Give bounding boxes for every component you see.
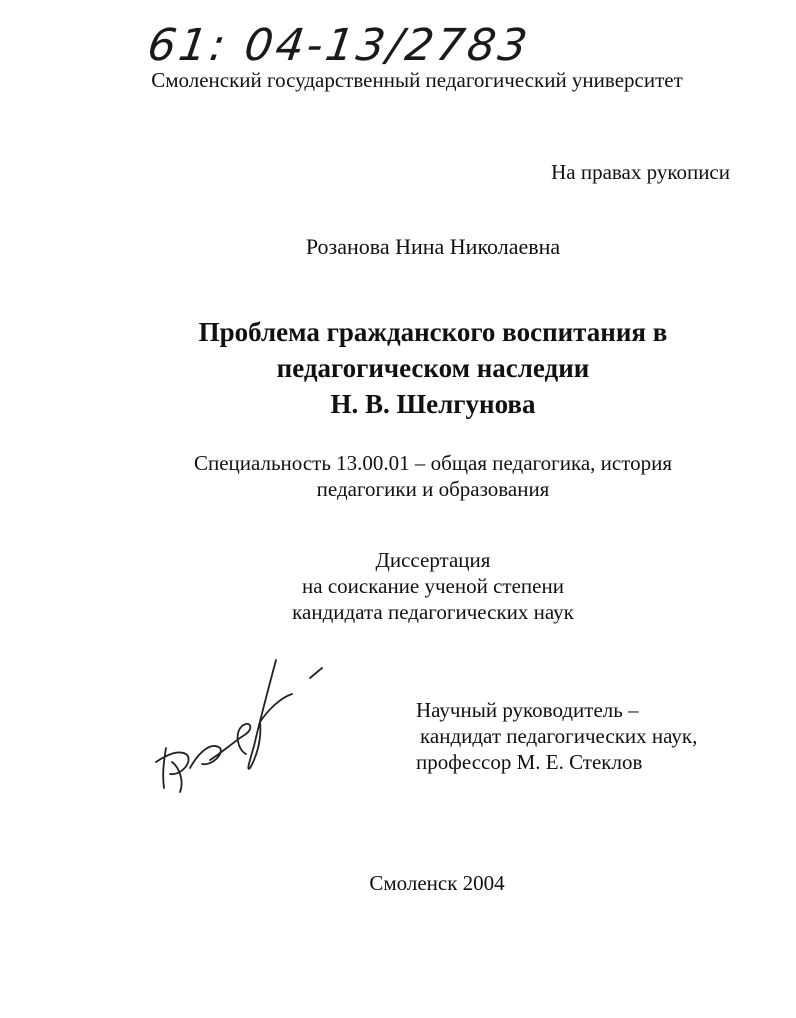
advisor-line-1: Научный руководитель – [416, 698, 639, 722]
specialty-block [0, 450, 796, 502]
dissertation-line-2: на соискание ученой степени [302, 574, 564, 598]
handwritten-catalog-number: 61: 04-13/2783 [144, 20, 534, 71]
university-name: Смоленский государственный педагогический университет [151, 68, 683, 92]
manuscript-rights-note: На правах рукописи [551, 160, 730, 184]
author-name: Розанова Нина Николаевна [305, 234, 561, 259]
dissertation-line-3: кандидата педагогических наук [292, 600, 574, 624]
specialty-line-2: педагогики и образования [316, 477, 550, 501]
advisor-block [416, 697, 697, 775]
advisor-line-2: кандидат педагогических наук, [420, 724, 698, 748]
handwritten-signature [150, 650, 350, 800]
title-line-2: педагогическом наследии [276, 353, 590, 383]
dissertation-title [0, 314, 796, 422]
dissertation-block [0, 547, 796, 625]
specialty-line-1: Специальность 13.00.01 – общая педагогика, история [193, 451, 673, 475]
advisor-line-3: профессор М. Е. Стеклов [416, 750, 643, 774]
title-line-1: Проблема гражданского воспитания в [198, 317, 668, 347]
city-year: Смоленск 2004 [369, 871, 505, 895]
dissertation-line-1: Диссертация [375, 548, 491, 572]
title-line-3: Н. В. Шелгунова [330, 389, 536, 419]
